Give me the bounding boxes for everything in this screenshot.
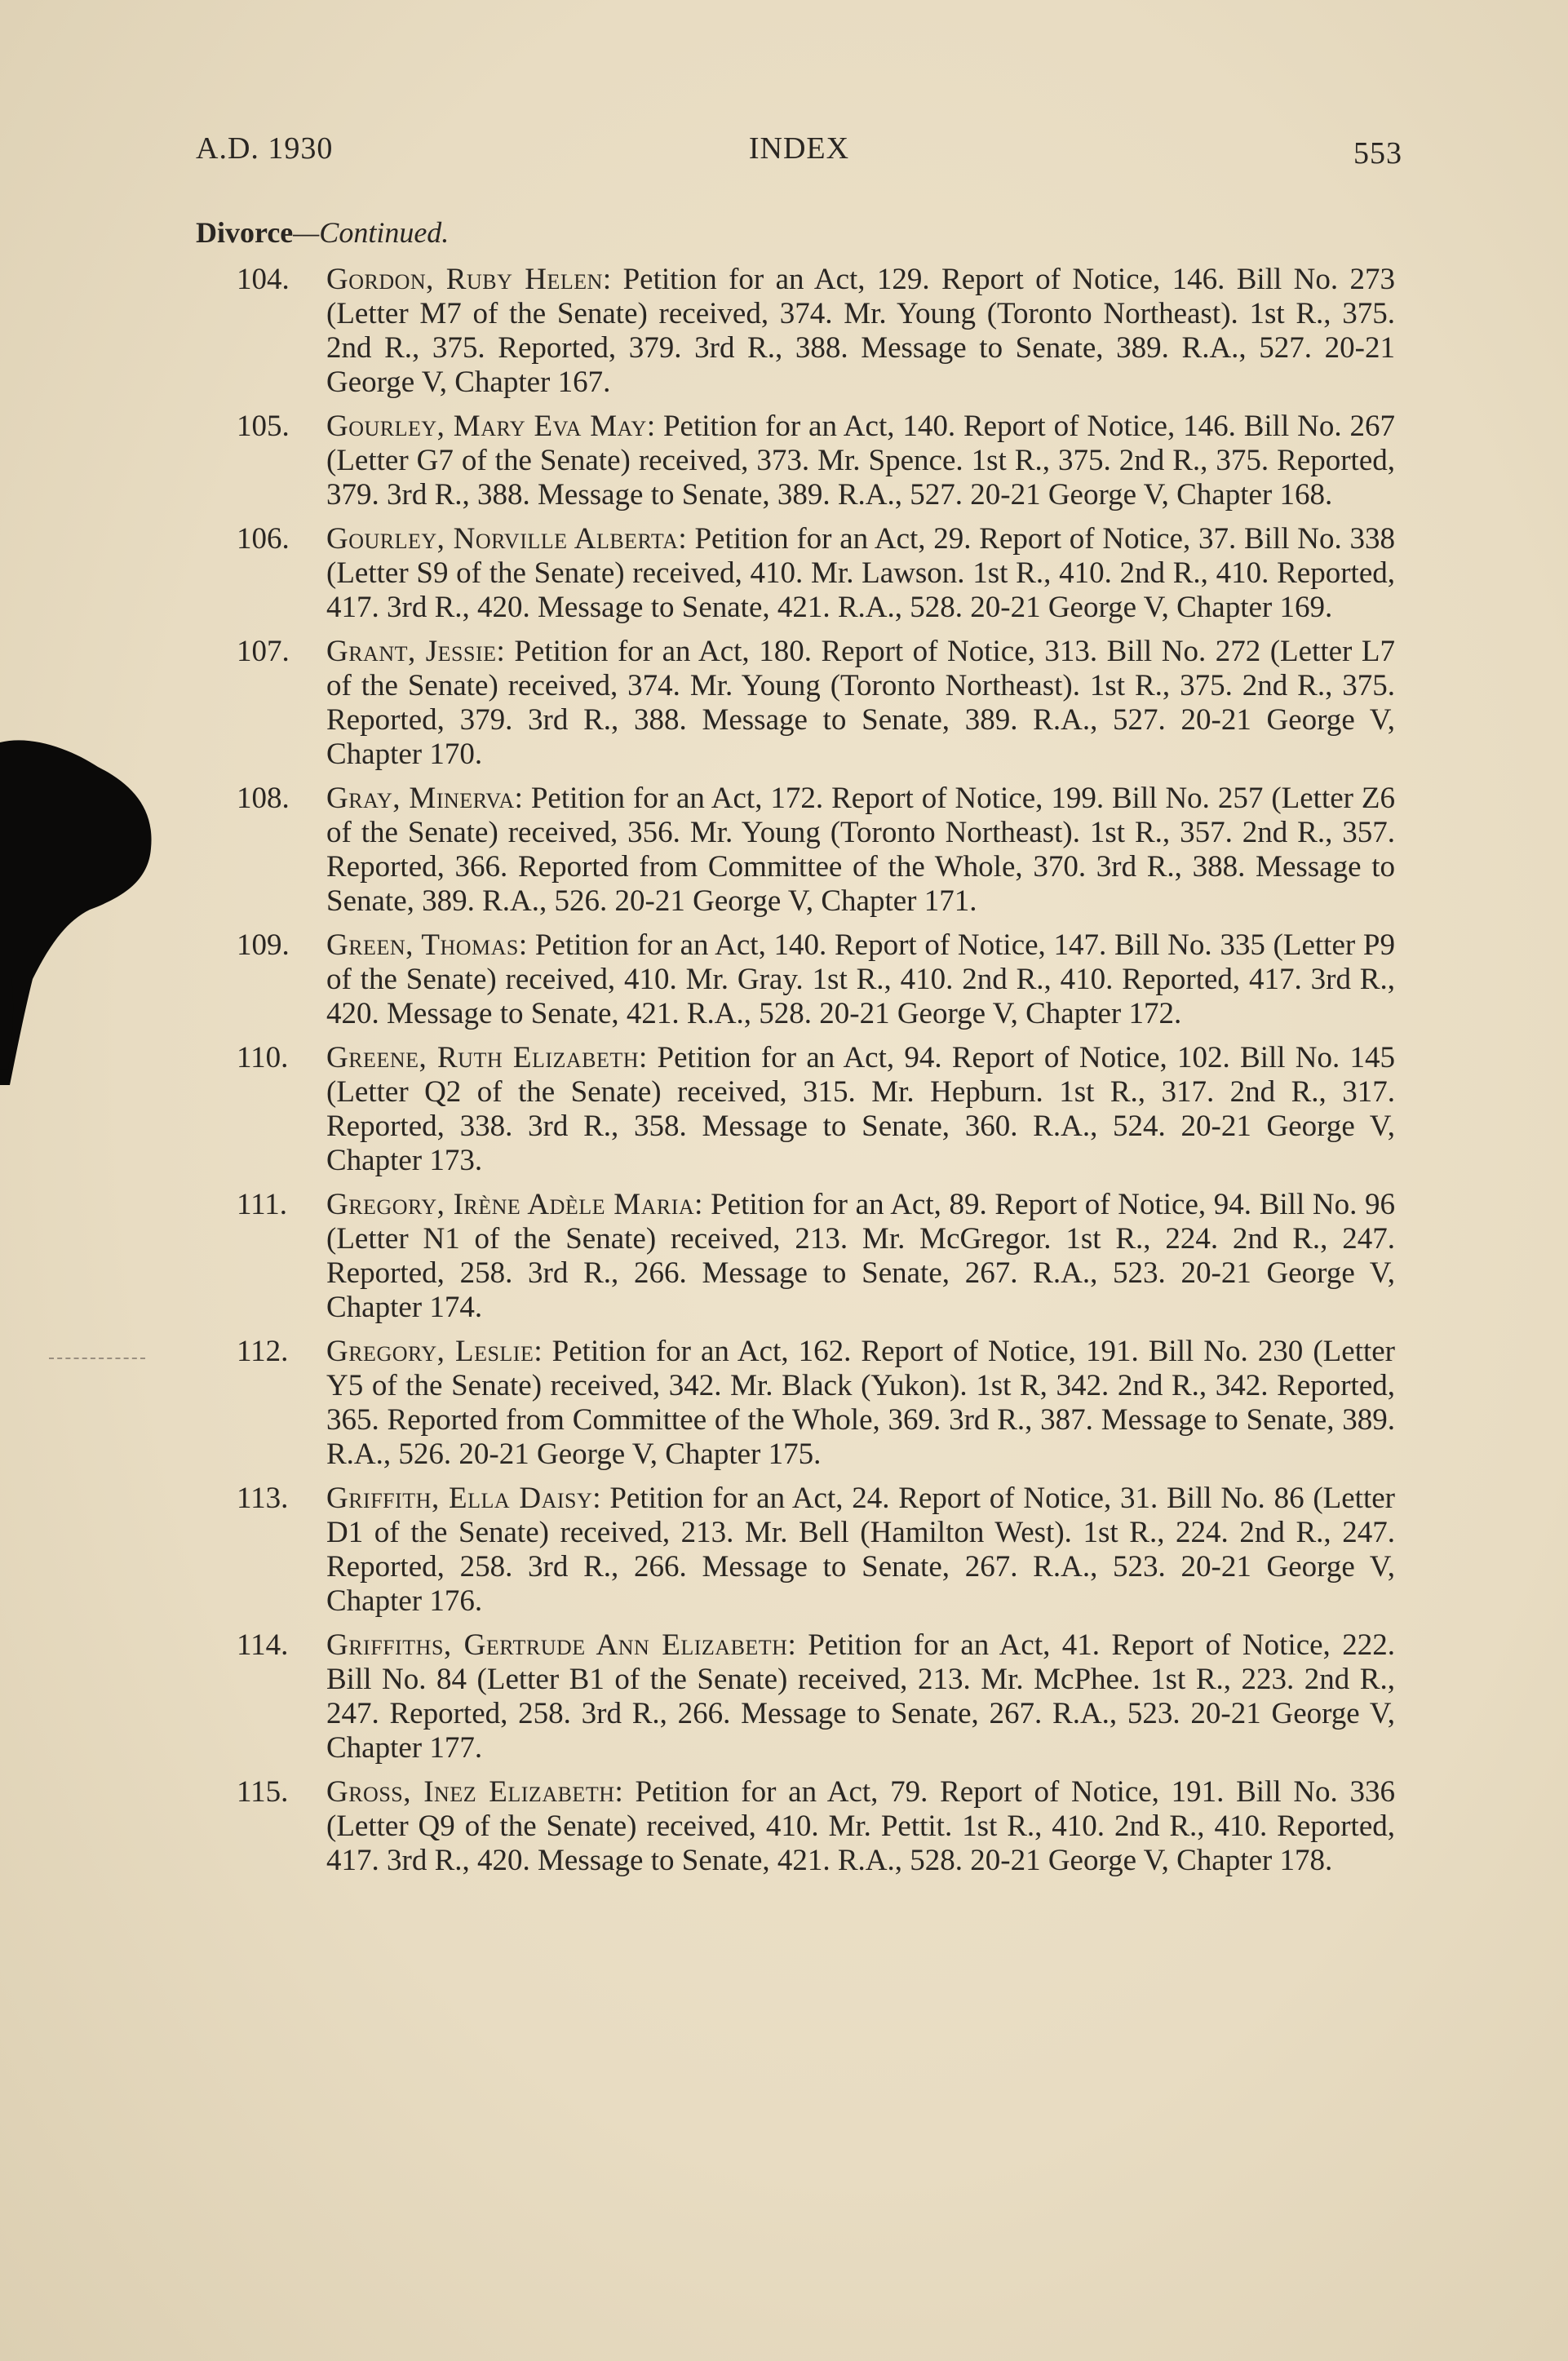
entry-details: : Petition for an Act, 140. Report of Notice, 146. Bill No. 267 (Letter G7 of the Senate) received, 373. Mr. Spence. 1st R., 375. 2nd R., 375. Reported, 379. 3rd R., 388. Message to Senate, 389. R.A., 527. 20-21 George V, Chapter 168.: [326, 410, 1395, 512]
entry-details: : Petition for an Act, 162. Report of Notice, 191. Bill No. 230 (Letter Y5 of the Senate) received, 342. Mr. Black (Yukon). 1st R, 342. 2nd R., 342. Reported, 365. Reported from Committee of the Whole, 369. 3rd R., 387. Message to Senate, 389. R.A., 526. 20-21 George V, Chapter 175.: [326, 1335, 1395, 1471]
index-entry: [237, 1482, 1395, 1619]
entry-number: 105.: [237, 410, 290, 443]
header-title: INDEX: [748, 131, 850, 166]
entry-number: 111.: [237, 1188, 288, 1221]
entry-details: : Petition for an Act, 94. Report of Notice, 102. Bill No. 145 (Letter Q2 of the Senate) received, 315. Mr. Hepburn. 1st R., 317. 2nd R., 317. Reported, 338. 3rd R., 358. Message to Senate, 360. R.A., 524. 20-21 George V, Chapter 173.: [326, 1041, 1395, 1177]
index-entry: [237, 263, 1395, 400]
entry-text: [326, 635, 1395, 772]
entry-text: [326, 1041, 1395, 1178]
ink-blot: [0, 734, 163, 1085]
entry-text: [326, 1335, 1395, 1472]
entry-text: [326, 1188, 1395, 1325]
index-entry: [237, 1335, 1395, 1472]
entry-details: : Petition for an Act, 89. Report of Notice, 94. Bill No. 96 (Letter N1 of the Senate) received, 213. Mr. McGregor. 1st R., 224. 2nd R., 247. Reported, 258. 3rd R., 266. Message to Senate, 267. R.A., 523. 20-21 George V, Chapter 174.: [326, 1188, 1395, 1324]
entry-name: Griffiths, Gertrude Ann Elizabeth: [326, 1628, 788, 1662]
entry-name: Gray, Minerva: [326, 782, 515, 815]
entry-number: 106.: [237, 522, 290, 556]
entry-name: Gross, Inez Elizabeth: [326, 1775, 615, 1809]
entry-text: [326, 263, 1395, 400]
index-entry: [237, 928, 1395, 1031]
entry-text: [326, 782, 1395, 919]
entry-details: : Petition for an Act, 180. Report of Notice, 313. Bill No. 272 (Letter L7 of the Senate) received, 374. Mr. Young (Toronto Northeast). 1st R., 375. 2nd R., 375. Reported, 379. 3rd R., 388. Message to Senate, 389. R.A., 527. 20-21 George V, Chapter 170.: [326, 635, 1395, 771]
entry-name: Greene, Ruth Elizabeth: [326, 1041, 640, 1074]
entry-name: Gordon, Ruby Helen: [326, 263, 603, 296]
entry-number: 107.: [237, 635, 290, 668]
entry-text: [326, 522, 1395, 625]
entry-name: Grant, Jessie: [326, 635, 497, 668]
entry-name: Griffith, Ella Daisy: [326, 1482, 593, 1515]
index-entry: [237, 1628, 1395, 1765]
entry-details: : Petition for an Act, 41. Report of Notice, 222. Bill No. 84 (Letter B1 of the Senate) received, 213. Mr. McPhee. 1st R., 223. 2nd R., 247. Reported, 258. 3rd R., 266. Message to Senate, 267. R.A., 523. 20-21 George V, Chapter 177.: [326, 1628, 1395, 1765]
entry-text: [326, 1482, 1395, 1619]
header-year: A.D. 1930: [196, 131, 334, 166]
section-title: Divorce: [196, 216, 294, 249]
index-entry: [237, 410, 1395, 512]
section-continued: —Continued.: [293, 216, 450, 249]
entry-name: Gourley, Norville Alberta: [326, 522, 679, 556]
entry-name: Gregory, Irène Adèle Maria: [326, 1188, 695, 1221]
index-entry: [237, 782, 1395, 919]
entry-text: [326, 928, 1395, 1031]
section-heading: [196, 215, 449, 250]
entry-name: Green, Thomas: [326, 928, 519, 962]
entry-details: : Petition for an Act, 29. Report of Notice, 37. Bill No. 338 (Letter S9 of the Senate) received, 410. Mr. Lawson. 1st R., 410. 2nd R., 410. Reported, 417. 3rd R., 420. Message to Senate, 421. R.A., 528. 20-21 George V, Chapter 169.: [326, 522, 1395, 624]
entry-text: [326, 1775, 1395, 1878]
entry-number: 109.: [237, 928, 290, 962]
entry-number: 110.: [237, 1041, 289, 1074]
entry-details: : Petition for an Act, 24. Report of Notice, 31. Bill No. 86 (Letter D1 of the Senate) received, 213. Mr. Bell (Hamilton West). 1st R., 224. 2nd R., 247. Reported, 258. 3rd R., 266. Message to Senate, 267. R.A., 523. 20-21 George V, Chapter 176.: [326, 1482, 1395, 1618]
page-header: [196, 131, 1402, 179]
entry-details: : Petition for an Act, 129. Report of Notice, 146. Bill No. 273 (Letter M7 of the Senate) received, 374. Mr. Young (Toronto Northeast). 1st R., 375. 2nd R., 375. Reported, 379. 3rd R., 388. Message to Senate, 389. R.A., 527. 20-21 George V, Chapter 167.: [326, 263, 1395, 399]
page-number: 553: [1353, 136, 1402, 171]
index-entry: [237, 522, 1395, 625]
entry-number: 114.: [237, 1628, 289, 1662]
entry-number: 115.: [237, 1775, 289, 1809]
index-entry: [237, 635, 1395, 772]
index-entry: [237, 1041, 1395, 1178]
margin-dash: [49, 1358, 145, 1361]
entry-number: 113.: [237, 1482, 289, 1515]
entry-number: 104.: [237, 263, 290, 296]
index-entry: [237, 1188, 1395, 1325]
entry-name: Gregory, Leslie: [326, 1335, 534, 1368]
index-entry: [237, 1775, 1395, 1878]
entry-name: Gourley, Mary Eva May: [326, 410, 647, 443]
entry-text: [326, 1628, 1395, 1765]
entry-text: [326, 410, 1395, 512]
entry-number: 108.: [237, 782, 290, 815]
entry-details: : Petition for an Act, 140. Report of Notice, 147. Bill No. 335 (Letter P9 of the Senate) received, 410. Mr. Gray. 1st R., 410. 2nd R., 410. Reported, 417. 3rd R., 420. Message to Senate, 421. R.A., 528. 20-21 George V, Chapter 172.: [326, 928, 1395, 1030]
entry-details: : Petition for an Act, 79. Report of Notice, 191. Bill No. 336 (Letter Q9 of the Senate) received, 410. Mr. Pettit. 1st R., 410. 2nd R., 410. Reported, 417. 3rd R., 420. Message to Senate, 421. R.A., 528. 20-21 George V, Chapter 178.: [326, 1775, 1395, 1877]
entry-number: 112.: [237, 1335, 289, 1368]
entry-details: : Petition for an Act, 172. Report of Notice, 199. Bill No. 257 (Letter Z6 of the Senate) received, 356. Mr. Young (Toronto Northeast). 1st R., 357. 2nd R., 357. Reported, 366. Reported from Committee of the Whole, 370. 3rd R., 388. Message to Senate, 389. R.A., 526. 20-21 George V, Chapter 171.: [326, 782, 1396, 918]
index-entries: [237, 263, 1395, 1888]
